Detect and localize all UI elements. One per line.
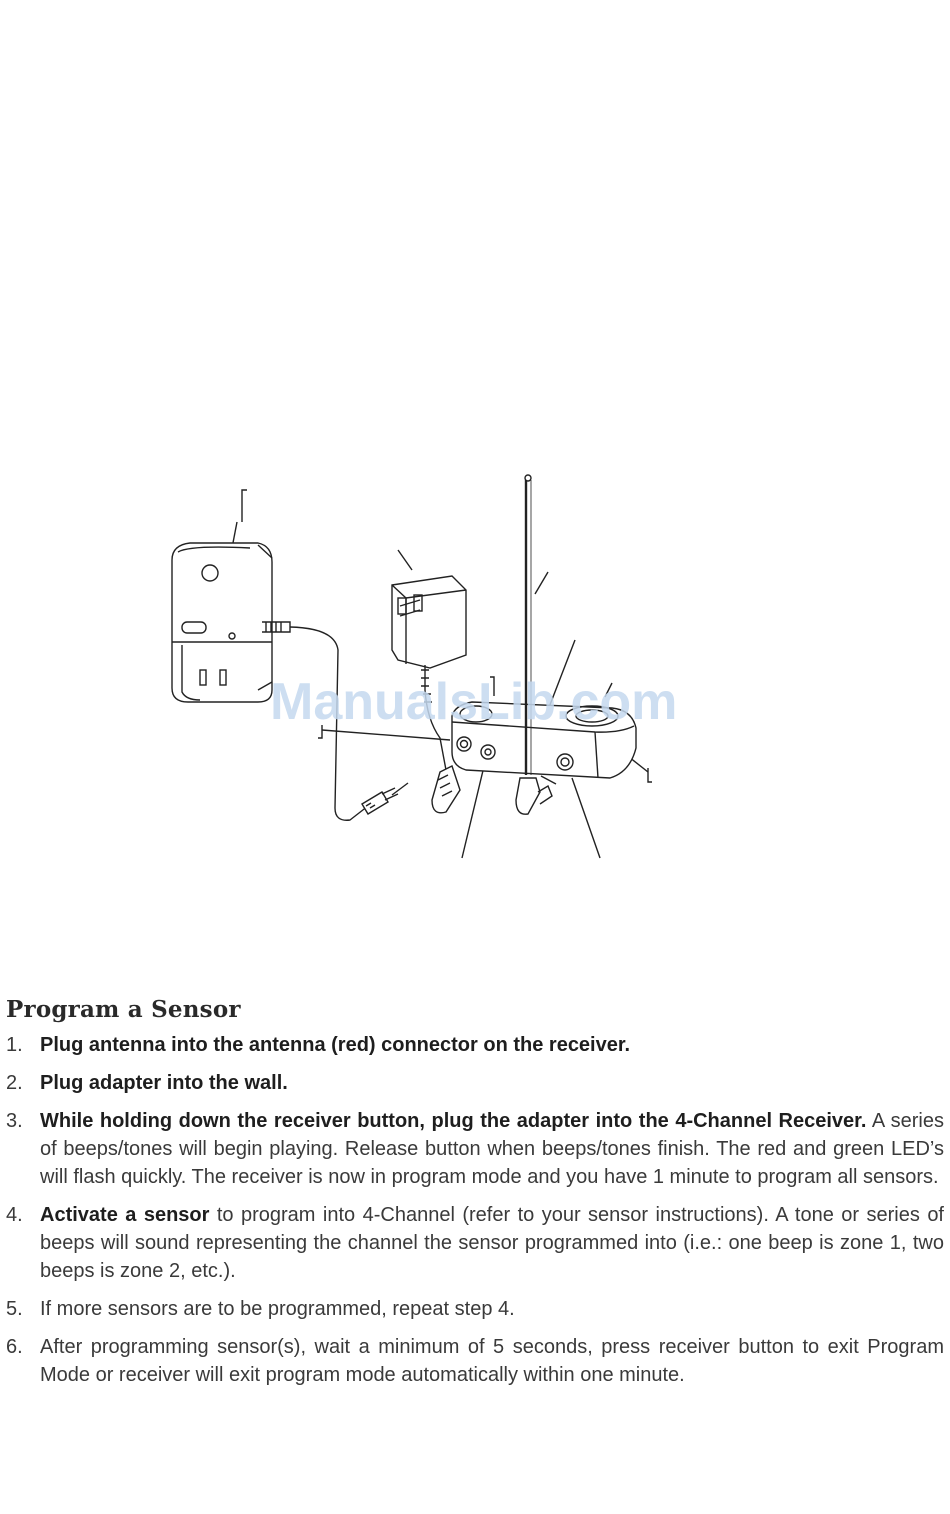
arrow-line-antenna-plug (541, 776, 556, 784)
section-title: Program a Sensor (6, 996, 241, 1023)
step-number: 2. (6, 1072, 23, 1094)
step-item (6, 1107, 944, 1191)
step-bold: Plug antenna into the antenna (red) connector on the receiver. (40, 1034, 631, 1056)
callout-bracket-right (648, 768, 652, 782)
step-text: If more sensors are to be programmed, repeat step 4. (40, 1298, 515, 1320)
step-bold: Plug adapter into the wall. (40, 1072, 288, 1094)
leader-line-adapter (398, 550, 412, 570)
step-text: A series of beeps/tones will begin playing. Release button when beeps/tones finish. The red and green LED’s will flash quickly. The receiver is now in program mode and you have 1 minute to program all sensors. (40, 1110, 944, 1188)
leader-line-antenna (535, 572, 548, 594)
step-item (6, 1031, 944, 1059)
step-item (6, 1069, 944, 1097)
step-item (6, 1201, 944, 1285)
step-text: to program into 4-Channel (refer to your sensor instructions). A tone or series of beeps will sound representing the channel the sensor programmed into (i.e.: one beep is zone 1, two beeps is zone 2, etc.). (40, 1204, 944, 1282)
step-bold: Activate a sensor (40, 1204, 210, 1226)
leader-line-antenna-port (572, 778, 600, 858)
step-item (6, 1295, 944, 1323)
adapter-plug (432, 766, 460, 813)
module-plug (362, 788, 398, 814)
step-text: After programming sensor(s), wait a minimum of 5 seconds, press receiver button to exit Program Mode or receiver will exit program mode automatically within one minute. (40, 1336, 944, 1386)
step-bold: While holding down the receiver button, plug the adapter into the 4-Channel Receiver. (40, 1110, 867, 1132)
step-number: 6. (6, 1336, 23, 1358)
watermark: ManualsLib.com (270, 673, 678, 731)
step-item (6, 1333, 944, 1389)
callout-bracket-plugin (242, 490, 247, 522)
instructions-section (6, 996, 944, 1399)
step-number: 1. (6, 1034, 23, 1056)
steps-list (6, 1031, 944, 1389)
step-number: 4. (6, 1204, 23, 1226)
step-number: 5. (6, 1298, 23, 1320)
leader-line-power-port (462, 758, 486, 858)
step-number: 3. (6, 1110, 23, 1132)
